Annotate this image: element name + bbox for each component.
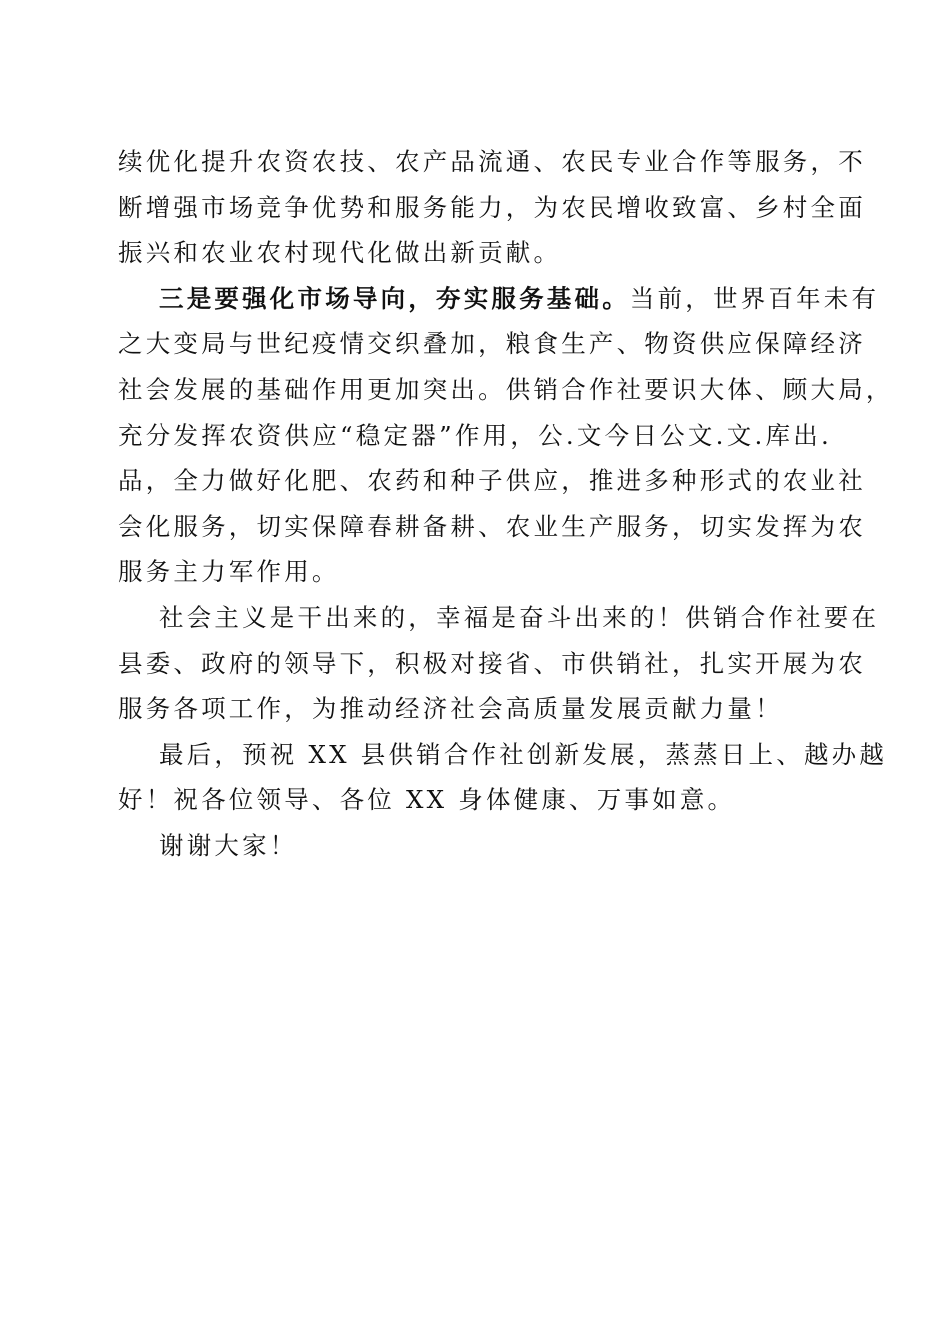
paragraph-2 bbox=[118, 276, 894, 595]
text-line: 社会主义是干出来的，幸福是奋斗出来的！供销合作社要在 bbox=[159, 602, 880, 632]
text-line bbox=[118, 276, 880, 322]
paragraph-3 bbox=[118, 595, 880, 732]
paragraph-1 bbox=[118, 139, 866, 276]
text-line: 品，全力做好化肥、农药和种子供应，推进多种形式的农业社 bbox=[118, 466, 866, 496]
text-line: 服务主力军作用。 bbox=[118, 557, 340, 587]
closing-paragraph bbox=[118, 823, 832, 869]
text-line: 社会发展的基础作用更加突出。供销合作社要识大体、顾大局， bbox=[118, 374, 894, 404]
text-line: 县委、政府的领导下，积极对接省、市供销社，扎实开展为农 bbox=[118, 648, 866, 678]
section-heading: 三是要强化市场导向，夯实服务基础。 bbox=[159, 283, 630, 313]
paragraph-4 bbox=[118, 732, 888, 823]
text-line: 会化服务，切实保障春耕备耕、农业生产服务，切实发挥为农 bbox=[118, 511, 866, 541]
text-line: 断增强市场竞争优势和服务能力，为农民增收致富、乡村全面 bbox=[118, 192, 866, 222]
text-line: 续优化提升农资农技、农产品流通、农民专业合作等服务，不 bbox=[118, 147, 866, 176]
text-line: 充分发挥农资供应“稳定器”作用，公.文今日公文.文.库出. bbox=[118, 420, 832, 450]
text-line: 之大变局与世纪疫情交织叠加，粮食生产、物资供应保障经济 bbox=[118, 329, 866, 359]
text-run: 当前，世界百年未有 bbox=[629, 283, 880, 313]
document-body bbox=[118, 139, 894, 869]
text-line: 服务各项工作，为推动经济社会高质量发展贡献力量！ bbox=[118, 694, 783, 724]
closing-line: 谢谢大家！ bbox=[159, 830, 298, 860]
text-line: 最后，预祝 XX 县供销合作社创新发展，蒸蒸日上、越办越 bbox=[159, 739, 888, 769]
text-line: 好！祝各位领导、各位 XX 身体健康、万事如意。 bbox=[118, 785, 736, 815]
text-line: 振兴和农业农村现代化做出新贡献。 bbox=[118, 238, 562, 268]
